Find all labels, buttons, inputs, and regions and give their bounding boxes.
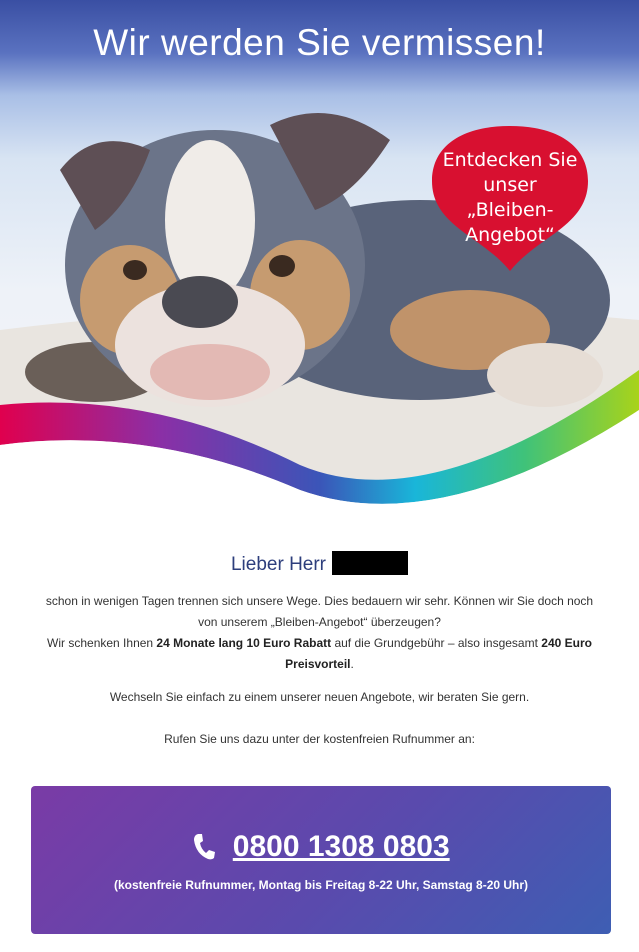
phone-number-link[interactable]: 0800 1308 0803 [232,830,450,863]
call-to-action-box [31,786,611,934]
letter-line-2 [36,633,603,675]
redacted-name [332,551,408,575]
letter-body [36,591,603,675]
letter-paragraph-3: Rufen Sie uns dazu unter der kostenfreien Rufnummer an: [164,732,475,746]
line2-part-c: auf die Grundgebühr – also insgesamt [331,636,542,650]
line2-part-a: Wir schenken Ihnen [47,636,157,650]
phone-icon [192,833,216,861]
line2-part-e: . [350,657,354,671]
salutation: Lieber Herr [230,554,327,575]
savings-highlight: 240 Euro Preisvorteil [285,636,592,671]
letter-line-1: schon in wenigen Tagen trennen sich unsere Wege. Dies bedauern wir sehr. Können wir Sie doch noch von unserem „Bleiben-Angebot“ überzeugen? [45,594,594,629]
offer-badge-text[interactable]: Entdecken Sie unser „Bleiben-Angebot“ [442,149,578,246]
phone-row[interactable] [31,830,611,864]
phone-hours-note: (kostenfreie Rufnummer, Montag bis Freitag 8-22 Uhr, Samstag 8-20 Uhr) [113,878,529,892]
discount-highlight: 24 Monate lang 10 Euro Rabatt [156,636,332,650]
hero-title: Wir werden Sie vermissen! [93,22,546,63]
letter-paragraph-2: Wechseln Sie einfach zu einem unserer neuen Angebote, wir beraten Sie gern. [109,690,530,704]
greeting [0,551,639,576]
